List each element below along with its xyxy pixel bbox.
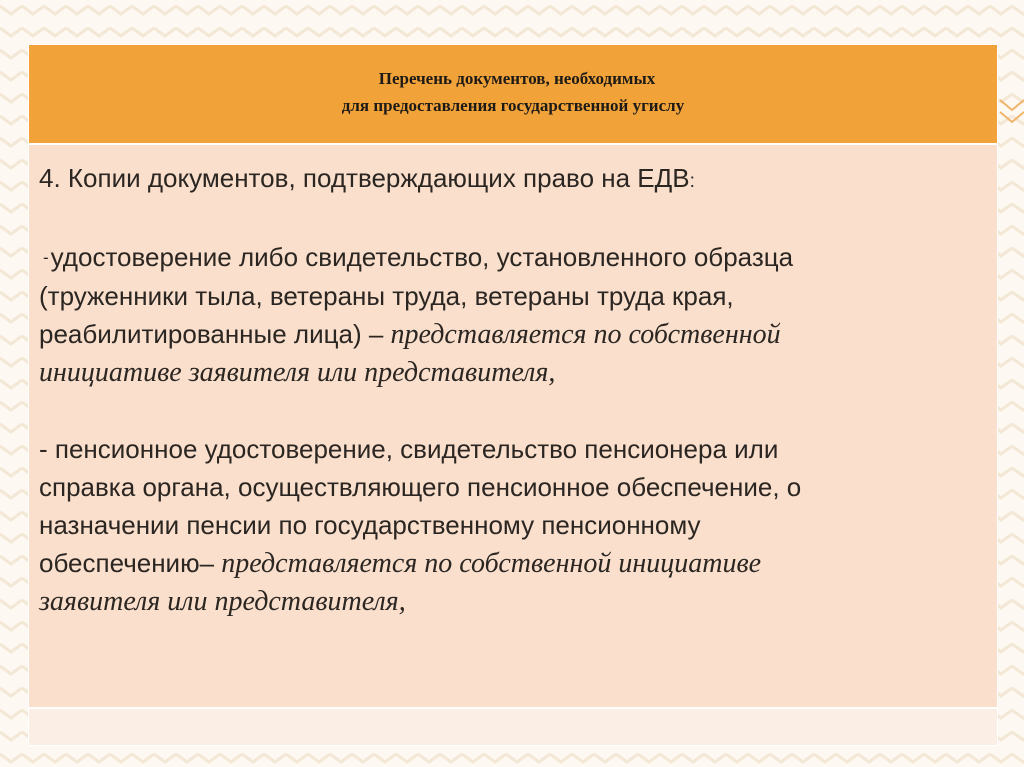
spacer <box>39 392 997 430</box>
item1-line-1-text: удостоверение либо свидетельство, установленного образца <box>50 242 794 272</box>
item2-line-3: назначении пенсии по государственному пенсионному <box>39 510 701 540</box>
item2-line-5: заявителя или представителя, <box>39 586 406 617</box>
header-title-line-1: Перечень документов, необходимых <box>378 69 656 88</box>
body-heading-colon: : <box>689 171 695 192</box>
table-header <box>29 45 997 145</box>
item2-line-4-italic: представляется по собственной инициативе <box>221 548 762 579</box>
body-heading-text: 4. Копии документов, подтверждающих право на ЕДВ <box>39 163 690 193</box>
item1-line-3 <box>39 315 997 354</box>
item1-dash: - <box>43 248 49 267</box>
item1-line-2: (труженники тыла, ветераны труда, ветераны труда края, <box>39 281 734 311</box>
item2-line-4-plain: обеспечению– <box>39 548 222 578</box>
item1-line-3-italic: представляется по собственной <box>390 319 781 350</box>
body-heading <box>39 159 997 201</box>
item1-line-1 <box>39 238 997 277</box>
item1-line-3-plain: реабилитированные лица) – <box>39 319 391 349</box>
item2-line-2: справка органа, осуществляющего пенсионное обеспечение, о <box>39 472 802 502</box>
item2-line-4 <box>39 544 997 583</box>
header-title-line-2: для предоставления государственной угислу <box>341 96 685 115</box>
document-table <box>28 44 998 746</box>
spacer <box>39 201 997 238</box>
table-footer-cell <box>29 709 997 745</box>
item1-line-4: инициативе заявителя или представителя, <box>39 357 556 388</box>
table-body-cell <box>29 145 997 709</box>
item2-line-1: - пенсионное удостоверение, свидетельство пенсионера или <box>39 434 779 464</box>
